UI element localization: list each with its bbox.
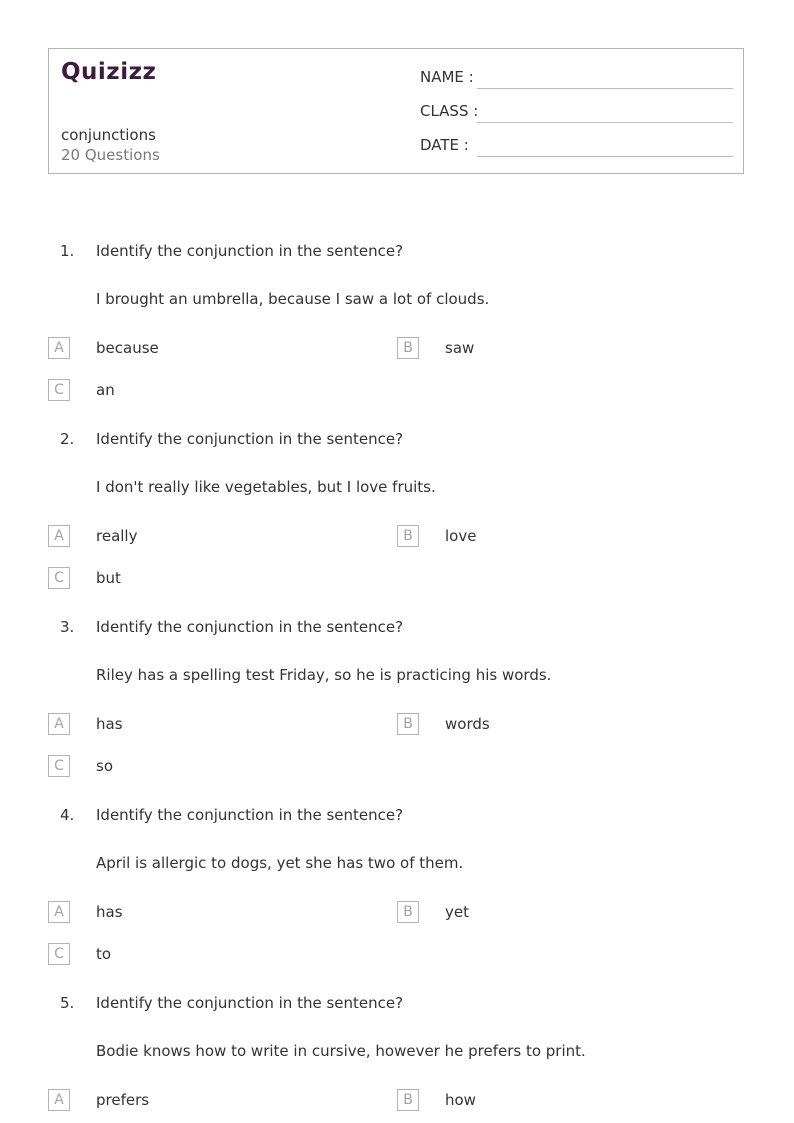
name-line — [477, 88, 733, 89]
option-a-box[interactable]: A — [48, 525, 70, 547]
question-prompt: Identify the conjunction in the sentence? — [96, 430, 404, 448]
name-label: NAME : — [420, 68, 474, 86]
option-c-box[interactable]: C — [48, 755, 70, 777]
name-field[interactable] — [420, 68, 733, 90]
option-b-box[interactable]: B — [397, 1089, 419, 1111]
option-a-text: prefers — [96, 1091, 150, 1109]
question-number: 4. — [60, 806, 75, 824]
date-field[interactable] — [420, 136, 733, 158]
class-label: CLASS : — [420, 102, 479, 120]
question-sentence: April is allergic to dogs, yet she has two of them. — [96, 854, 464, 872]
option-a-box[interactable]: A — [48, 713, 70, 735]
question-number: 2. — [60, 430, 75, 448]
option-c-box[interactable]: C — [48, 379, 70, 401]
question-sentence: I don't really like vegetables, but I love fruits. — [96, 478, 436, 496]
option-a-text: has — [96, 715, 123, 733]
question-prompt: Identify the conjunction in the sentence? — [96, 242, 404, 260]
question-prompt: Identify the conjunction in the sentence? — [96, 806, 404, 824]
question-sentence: Bodie knows how to write in cursive, however he prefers to print. — [96, 1042, 586, 1060]
class-line — [477, 122, 733, 123]
question-number: 5. — [60, 994, 75, 1012]
question-number: 3. — [60, 618, 75, 636]
option-b-box[interactable]: B — [397, 713, 419, 735]
question-sentence: Riley has a spelling test Friday, so he is practicing his words. — [96, 666, 552, 684]
option-a-text: really — [96, 527, 138, 545]
option-b-text: love — [445, 527, 477, 545]
option-a-text: has — [96, 903, 123, 921]
option-b-text: saw — [445, 339, 475, 357]
option-c-text: an — [96, 381, 115, 399]
option-c-text: to — [96, 945, 112, 963]
date-line — [477, 156, 733, 157]
option-b-box[interactable]: B — [397, 525, 419, 547]
option-c-box[interactable]: C — [48, 567, 70, 589]
option-b-text: words — [445, 715, 490, 733]
option-b-text: how — [445, 1091, 476, 1109]
option-b-box[interactable]: B — [397, 901, 419, 923]
option-a-box[interactable]: A — [48, 901, 70, 923]
option-a-text: because — [96, 339, 159, 357]
option-b-text: yet — [445, 903, 469, 921]
question-count: 20 Questions — [61, 146, 160, 164]
question-number: 1. — [60, 242, 75, 260]
quizizz-logo: Quizizz — [61, 59, 157, 85]
option-c-text: but — [96, 569, 121, 587]
option-c-box[interactable]: C — [48, 943, 70, 965]
option-b-box[interactable]: B — [397, 337, 419, 359]
worksheet-header — [48, 48, 744, 174]
option-c-text: so — [96, 757, 113, 775]
worksheet-title: conjunctions — [61, 126, 156, 144]
option-a-box[interactable]: A — [48, 1089, 70, 1111]
date-label: DATE : — [420, 136, 469, 154]
option-a-box[interactable]: A — [48, 337, 70, 359]
question-prompt: Identify the conjunction in the sentence? — [96, 994, 404, 1012]
question-sentence: I brought an umbrella, because I saw a lot of clouds. — [96, 290, 490, 308]
class-field[interactable] — [420, 102, 733, 124]
question-prompt: Identify the conjunction in the sentence? — [96, 618, 404, 636]
